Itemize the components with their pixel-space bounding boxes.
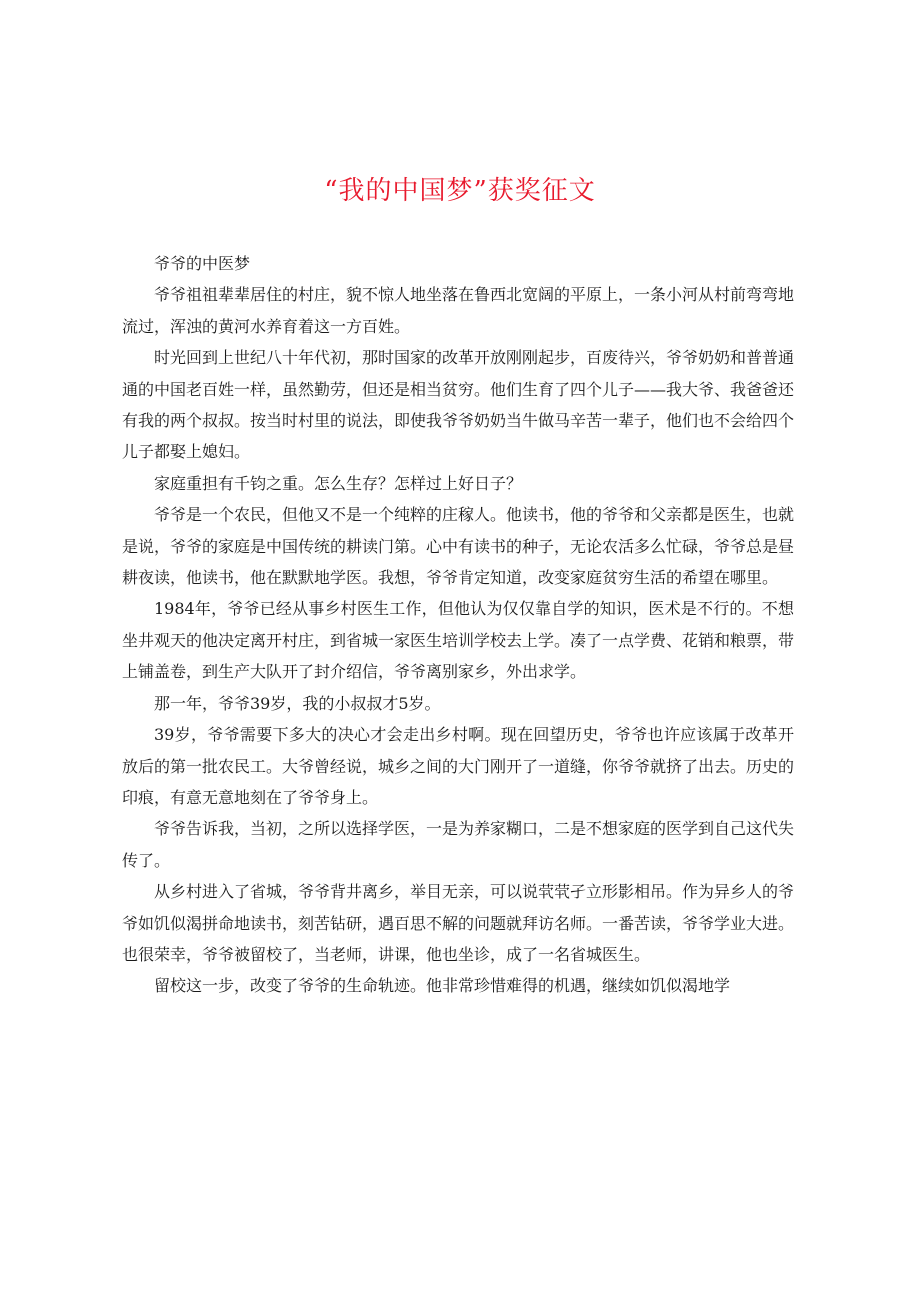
paragraph: 爷爷是一个农民，但他又不是一个纯粹的庄稼人。他读书，他的爷爷和父亲都是医生，也就是说，爷爷的家庭是中国传统的耕读门第。心中有读书的种子，无论农活多么忙碌，爷爷总是昼耕夜读，他读书，他在默默地学医。我想，爷爷肯定知道，改变家庭贫穷生活的希望在哪里。 — [122, 505, 795, 588]
paragraph: 1984年，爷爷已经从事乡村医生工作，但他认为仅仅靠自学的知识，医术是不行的。不想坐井观天的他决定离开村庄，到省城一家医生培训学校去上学。凑了一点学费、花销和粮票，带上铺盖卷，到生产大队开了封介绍信，爷爷离别家乡，外出求学。 — [122, 599, 795, 682]
document-title: “我的中国梦”获奖征文 — [324, 176, 596, 206]
paragraph: 39岁，爷爷需要下多大的决心才会走出乡村啊。现在回望历史，爷爷也许应该属于改革开放后的第一批农民工。大爷曾经说，城乡之间的大门刚开了一道缝，你爷爷就挤了出去。历史的印痕，有意无意地刻在了爷爷身上。 — [122, 725, 795, 807]
paragraph: 留校这一步，改变了爷爷的生命轨迹。他非常珍惜难得的机遇，继续如饥似渴地学 — [154, 976, 731, 996]
paragraph: 爷爷祖祖辈辈居住的村庄，貌不惊人地坐落在鲁西北宽阔的平原上，一条小河从村前弯弯地流过，浑浊的黄河水养育着这一方百姓。 — [122, 285, 795, 336]
paragraph: 那一年，爷爷39岁，我的小叔叔才5岁。 — [154, 693, 441, 713]
essay-subtitle: 爷爷的中医梦 — [154, 254, 251, 273]
paragraph: 时光回到上世纪八十年代初，那时国家的改革开放刚刚起步，百废待兴，爷爷奶奶和普普通通的中国老百姓一样，虽然勤劳，但还是相当贫穷。他们生育了四个儿子——我大爷、我爸爸还有我的两个叔叔。按当时村里的说法，即使我爷爷奶奶当牛做马辛苦一辈子，他们也不会给四个儿子都娶上媳妇。 — [122, 348, 795, 462]
paragraph: 爷爷告诉我，当初，之所以选择学医，一是为养家糊口，二是不想家庭的医学到自己这代失传了。 — [122, 819, 795, 870]
paragraph: 从乡村进入了省城，爷爷背井离乡，举目无亲，可以说茕茕孑立形影相吊。作为异乡人的爷爷如饥似渴拼命地读书，刻苦钻研，遇百思不解的问题就拜访名师。一番苦读，爷爷学业大进。也很荣幸，爷爷被留校了，当老师，讲课，他也坐诊，成了一名省城医生。 — [122, 882, 795, 964]
paragraph: 家庭重担有千钧之重。怎么生存？怎样过上好日子？ — [154, 473, 523, 493]
document-body — [122, 248, 794, 1002]
